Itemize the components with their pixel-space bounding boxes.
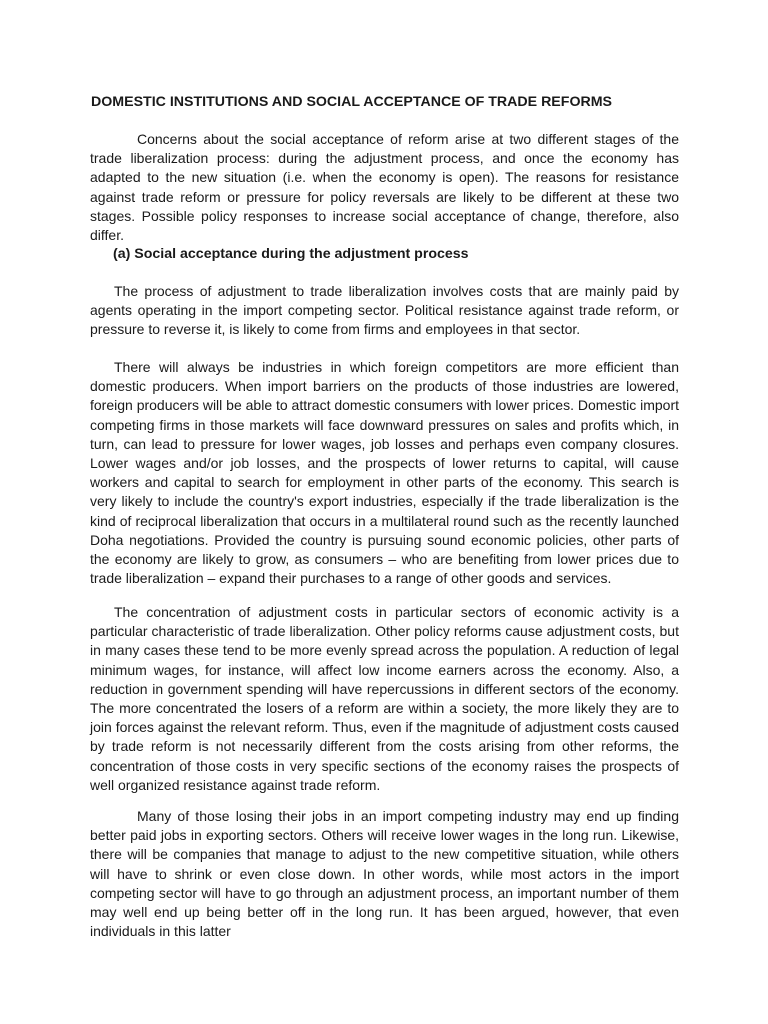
document-title: DOMESTIC INSTITUTIONS AND SOCIAL ACCEPTANCE OF TRADE REFORMS bbox=[91, 94, 613, 110]
body-paragraph: There will always be industries in which foreign competitors are more efficient than domestic producers. When import barriers on the products of those industries are lowered, foreign producers will be able to attract domestic consumers with lower prices. Domestic import competing firms in those markets will face downward pressures on sales and profits which, in turn, can lead to pressure for lower wages, job losses and perhaps even company closures. Lower wages and/or job losses, and the prospects of lower returns to capital, will cause workers and capital to search for employment in other parts of the economy. This search is very likely to include the country's export industries, especially if the trade liberalization is the kind of reciprocal liberalization that occurs in a multilateral round such as the recently launched Doha negotiations. Provided the country is pursuing sound economic policies, other parts of the economy are likely to grow, as consumers – who are benefiting from lower prices due to trade liberalization – expand their purchases to a range of other goods and services. bbox=[90, 359, 680, 587]
body-paragraph: The concentration of adjustment costs in particular sectors of economic activity is a particular characteristic of trade liberalization. Other policy reforms cause adjustment costs, but in many cases these tend to be more evenly spread across the population. A reduction of legal minimum wages, for instance, will affect low income earners across the economy. Also, a reduction in government spending will have repercussions in different sectors of the economy. The more concentrated the losers of a reform are within a society, the more likely they are to join forces against the relevant reform. Thus, even if the magnitude of adjustment costs caused by trade reform is not necessarily different from the costs arising from other reforms, the concentration of those costs in very specific sections of the economy raises the prospects of well organized resistance against trade reform. bbox=[90, 604, 679, 793]
section-heading: (a) Social acceptance during the adjustment process bbox=[113, 246, 469, 262]
body-paragraph: The process of adjustment to trade liberalization involves costs that are mainly paid by agents operating in the import competing sector. Political resistance against trade reform, or pressure to reverse it, is likely to come from firms and employees in that sector. bbox=[90, 283, 679, 338]
intro-paragraph: Concerns about the social acceptance of reform arise at two different stages of the trade liberalization process: during the adjustment process, and once the economy has adapted to the new situation (i.e. when the economy is open). The reasons for resistance against trade reform or pressure for policy reversals are likely to be different at these two stages. Possible policy responses to increase social acceptance of change, therefore, also differ. bbox=[90, 131, 679, 244]
body-paragraph: Many of those losing their jobs in an import competing industry may end up finding better paid jobs in exporting sectors. Others will receive lower wages in the long run. Likewise, there will be companies that manage to adjust to the new competitive situation, while others will have to shrink or even close down. In other words, while most actors in the import competing sector will have to go through an adjustment process, an important number of them may well end up being better off in the long run. It has been argued, however, that even individuals in this latter bbox=[90, 808, 679, 940]
